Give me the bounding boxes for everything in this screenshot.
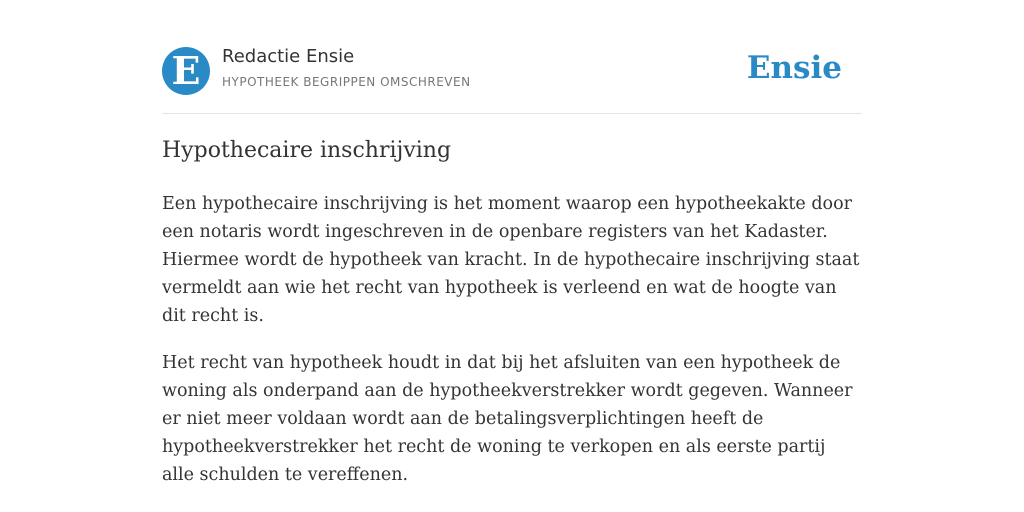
header-divider: [162, 113, 862, 114]
category-tags: HYPOTHEEK BEGRIPPEN OMSCHREVEN: [222, 75, 471, 89]
definition-card: [162, 0, 862, 512]
brand-logo[interactable]: Ensie: [746, 50, 842, 86]
author-name[interactable]: Redactie Ensie: [222, 46, 355, 67]
author-avatar[interactable]: E: [162, 47, 210, 95]
article-paragraph-1: Een hypothecaire inschrijving is het moment waarop een hypotheekakte door een notaris wordt ingeschreven in de openbare registers van het Kadaster. Hiermee wordt de hypotheek van kracht. In de hypothecaire inschrijving staat vermeldt aan wie het recht van hypotheek is verleend en wat de hoogte van dit recht is.: [162, 194, 860, 326]
article-title: Hypothecaire inschrijving: [162, 138, 452, 163]
card-header: [162, 45, 862, 97]
article-paragraph-2: Het recht van hypotheek houdt in dat bij het afsluiten van een hypotheek de woning als onderpand aan de hypotheekverstrekker wordt gegeven. Wanneer er niet meer voldaan wordt aan de betalingsverplichtingen heeft de hypotheekverstrekker het recht de woning te verkopen en als eerste partij alle schulden te vereffenen.: [162, 353, 853, 485]
